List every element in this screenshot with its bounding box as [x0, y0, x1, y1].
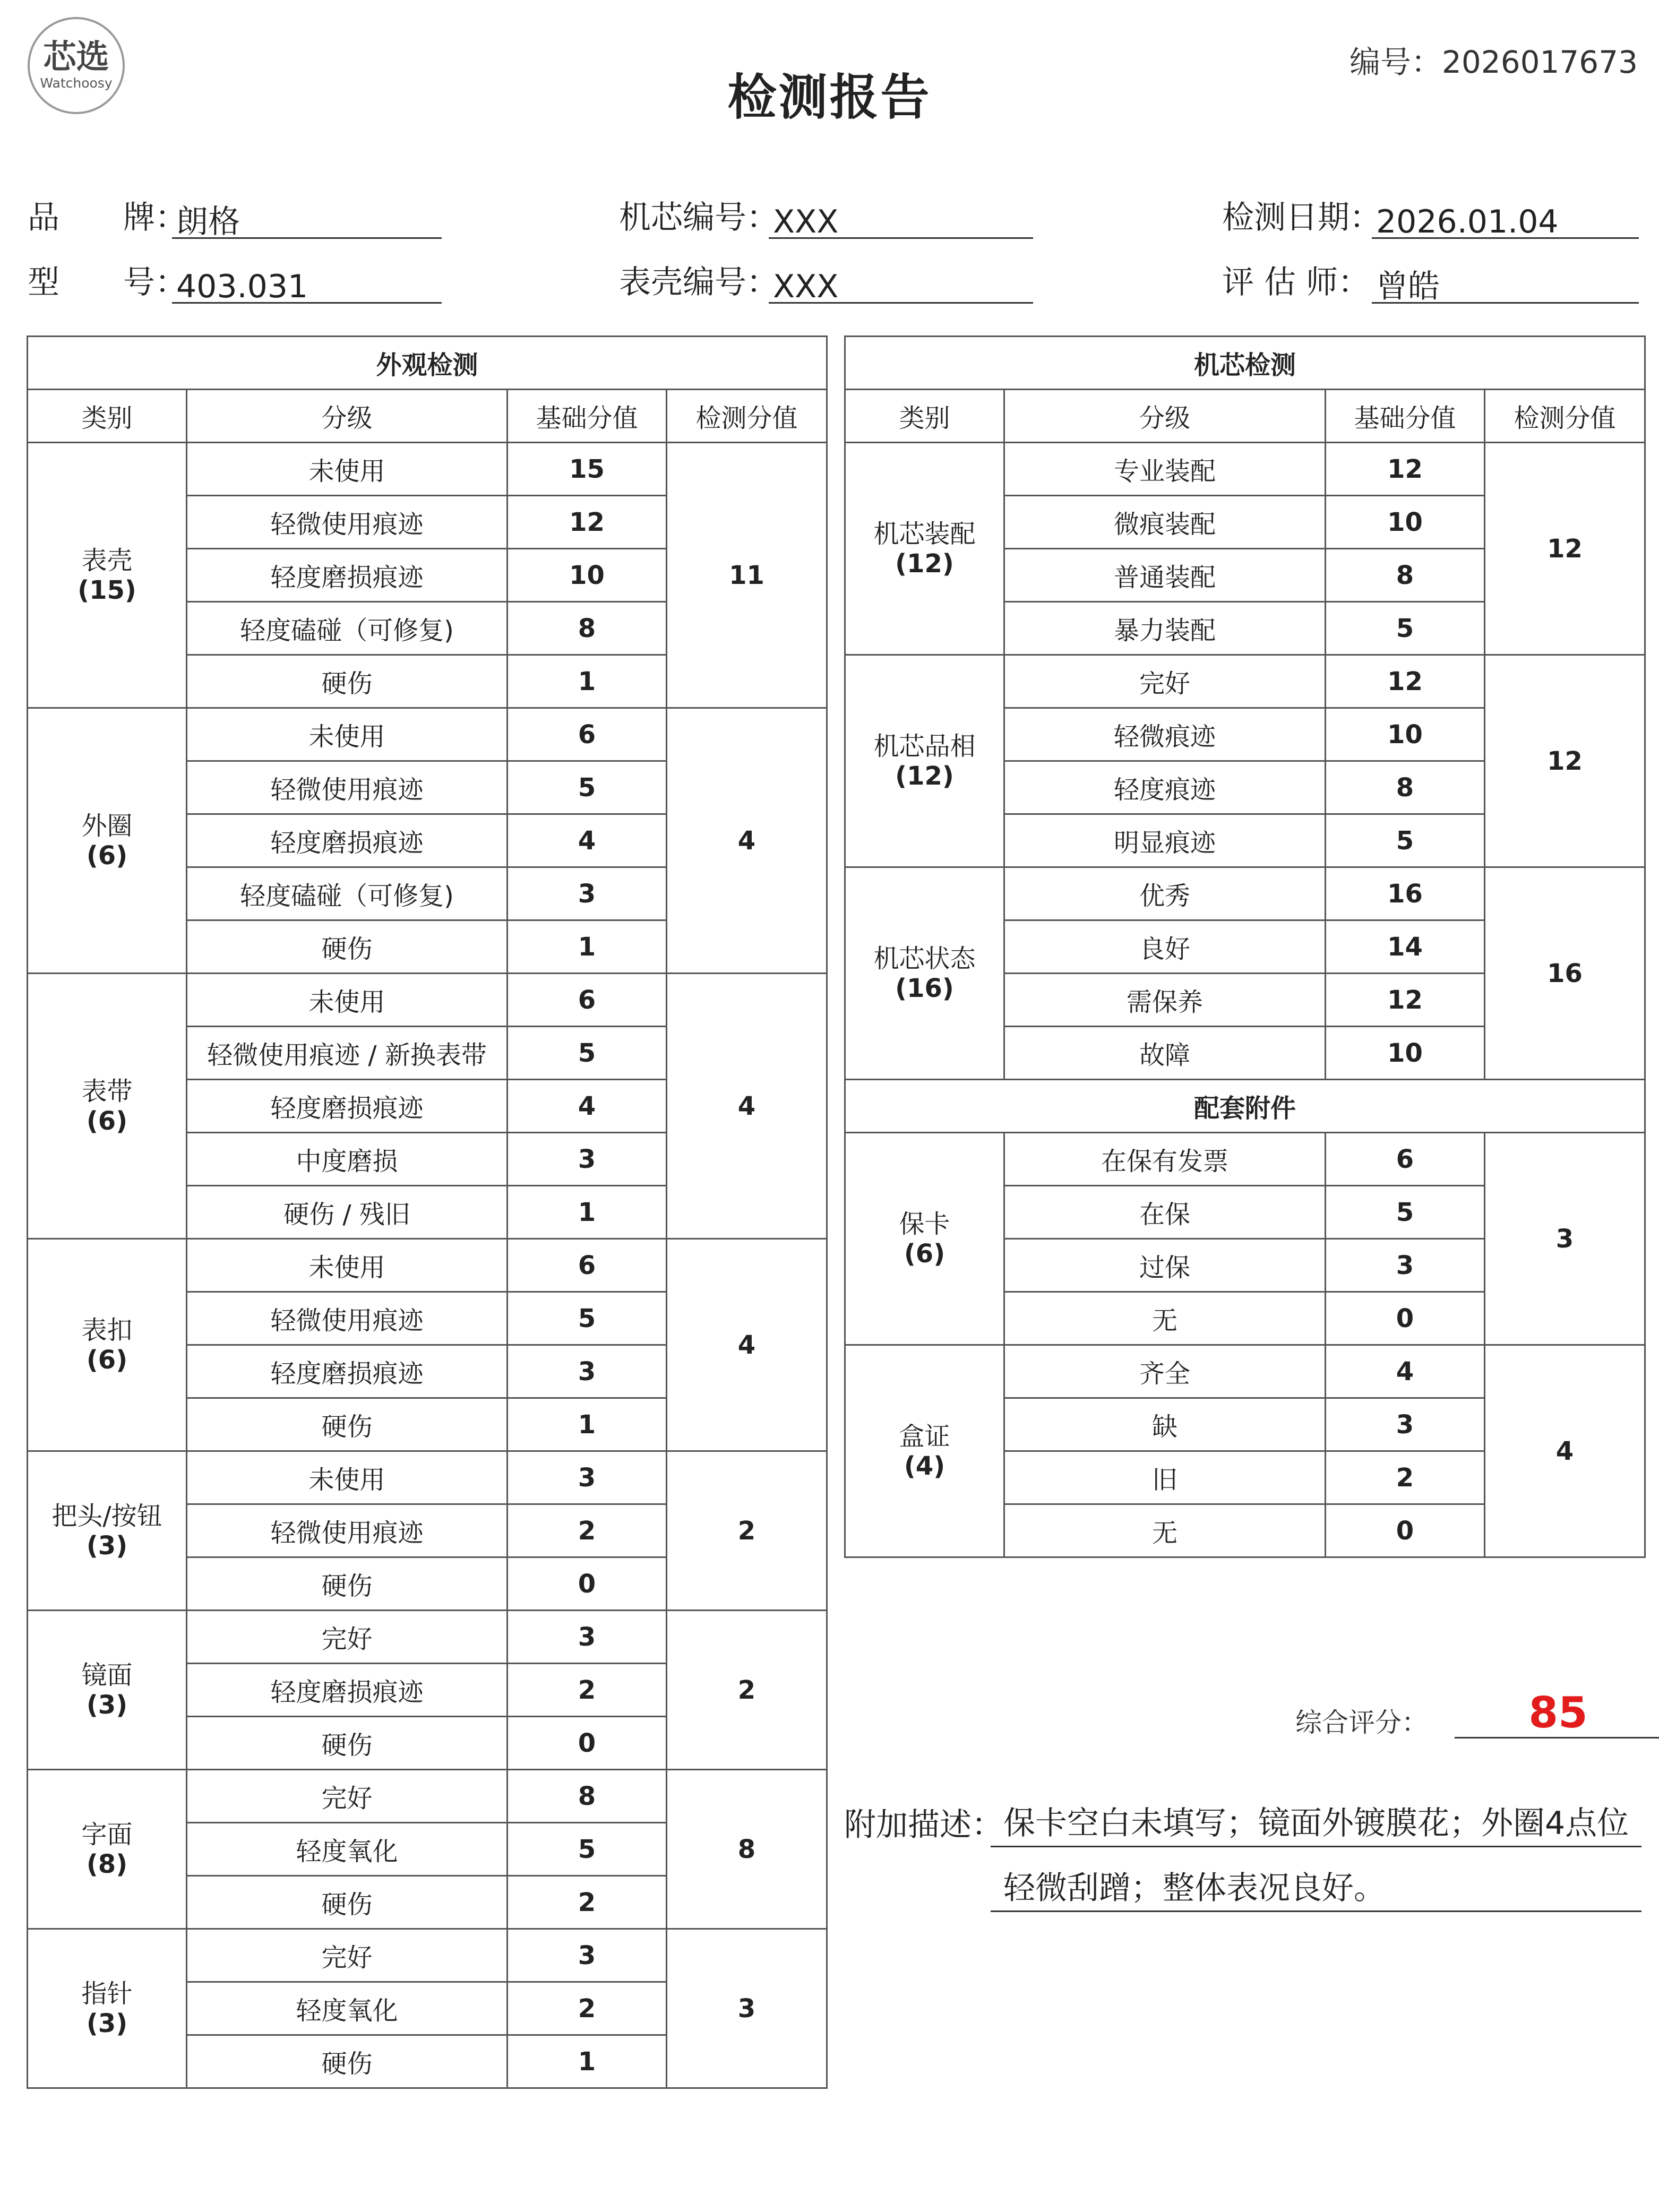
table-row	[845, 867, 1645, 920]
column-header-category: 类别	[845, 390, 1004, 443]
detected-score-cell: 12	[1485, 655, 1645, 867]
category-cell	[28, 708, 187, 974]
table-row	[845, 655, 1645, 708]
base-score-cell: 10	[1326, 1027, 1485, 1080]
grade-cell: 硬伤	[187, 1717, 508, 1770]
category-max-score: (3)	[86, 1690, 128, 1720]
base-score-cell: 0	[1326, 1292, 1485, 1345]
grade-cell: 中度磨损	[187, 1133, 508, 1186]
base-score-cell: 0	[508, 1557, 667, 1611]
grade-cell: 未使用	[187, 708, 508, 761]
base-score-cell: 6	[1326, 1133, 1485, 1186]
base-score-cell: 8	[1326, 549, 1485, 602]
base-score-cell: 2	[508, 1504, 667, 1557]
base-score-cell: 1	[508, 1398, 667, 1451]
category-name: 机芯品相	[873, 731, 976, 761]
grade-cell: 未使用	[187, 974, 508, 1027]
category-name: 指针	[81, 1978, 133, 2009]
grade-cell: 轻度磕碰（可修复)	[187, 602, 508, 655]
base-score-cell: 5	[508, 761, 667, 814]
category-cell	[28, 1451, 187, 1611]
detected-score-cell: 2	[667, 1611, 827, 1770]
category-cell	[28, 1611, 187, 1770]
page-title: 检测报告	[727, 69, 932, 126]
base-score-cell: 15	[508, 443, 667, 496]
base-score-cell: 3	[508, 1611, 667, 1664]
model-value: 403.031	[172, 262, 442, 304]
base-score-cell: 5	[508, 1027, 667, 1080]
base-score-cell: 2	[508, 1664, 667, 1717]
grade-cell: 硬伤 / 残旧	[187, 1186, 508, 1239]
description-label: 附加描述：	[844, 1806, 1003, 1844]
case-no-label: 表壳编号：	[619, 264, 778, 301]
detected-score-cell: 3	[1485, 1133, 1645, 1345]
base-score-cell: 12	[508, 496, 667, 549]
brand-value: 朗格	[172, 197, 442, 239]
base-score-cell: 1	[508, 655, 667, 708]
info-appraiser	[1222, 261, 1639, 304]
table-row	[28, 443, 827, 496]
table-row	[28, 1611, 827, 1664]
column-header-row	[845, 390, 1645, 443]
category-max-score: (4)	[904, 1451, 945, 1481]
base-score-cell: 1	[508, 2035, 667, 2088]
column-header-base: 基础分值	[508, 390, 667, 443]
column-header-detected: 检测分值	[667, 390, 827, 443]
base-score-cell: 0	[1326, 1504, 1485, 1557]
detected-score-cell: 16	[1485, 867, 1645, 1080]
grade-cell: 齐全	[1004, 1345, 1326, 1398]
detected-score-cell: 12	[1485, 443, 1645, 655]
base-score-cell: 8	[508, 1770, 667, 1823]
base-score-cell: 8	[1326, 761, 1485, 814]
category-name: 把头/按钮	[51, 1501, 162, 1531]
grade-cell: 轻度氧化	[187, 1982, 508, 2035]
category-name: 外圈	[81, 811, 133, 841]
base-score-cell: 12	[1326, 443, 1485, 496]
category-max-score: (3)	[86, 1530, 128, 1561]
category-name: 镜面	[81, 1660, 133, 1690]
grade-cell: 微痕装配	[1004, 496, 1326, 549]
accessories-title: 配套附件	[845, 1080, 1645, 1133]
table-row	[845, 1345, 1645, 1398]
base-score-cell: 14	[1326, 920, 1485, 974]
table-row	[28, 1451, 827, 1504]
date-value: 2026.01.04	[1372, 197, 1639, 239]
category-name: 表扣	[81, 1315, 133, 1345]
base-score-cell: 5	[508, 1292, 667, 1345]
base-score-cell: 8	[508, 602, 667, 655]
category-max-score: (6)	[904, 1238, 945, 1269]
category-max-score: (16)	[895, 973, 954, 1003]
section-title: 机芯检测	[845, 337, 1645, 390]
base-score-cell: 5	[1326, 602, 1485, 655]
category-cell	[28, 1239, 187, 1451]
base-score-cell: 3	[508, 867, 667, 920]
grade-cell: 完好	[187, 1770, 508, 1823]
appearance-table	[27, 335, 828, 2089]
grade-cell: 轻微使用痕迹	[187, 1504, 508, 1557]
movement-no-label: 机芯编号：	[619, 199, 778, 236]
category-cell	[845, 655, 1004, 867]
accessories-title-row	[845, 1080, 1645, 1133]
column-header-grade: 分级	[187, 390, 508, 443]
grade-cell: 良好	[1004, 920, 1326, 974]
grade-cell: 硬伤	[187, 1557, 508, 1611]
section-title-row	[845, 337, 1645, 390]
category-cell	[845, 443, 1004, 655]
grade-cell: 明显痕迹	[1004, 814, 1326, 867]
grade-cell: 无	[1004, 1504, 1326, 1557]
category-max-score: (3)	[86, 2008, 128, 2038]
info-case-no	[619, 261, 1033, 304]
grade-cell: 在保有发票	[1004, 1133, 1326, 1186]
category-max-score: (6)	[86, 1106, 128, 1136]
detected-score-cell: 11	[667, 443, 827, 708]
movement-no-value: XXX	[769, 197, 1033, 239]
category-name: 机芯装配	[873, 519, 976, 549]
base-score-cell: 2	[508, 1876, 667, 1929]
category-name: 机芯状态	[873, 943, 976, 974]
base-score-cell: 3	[508, 1345, 667, 1398]
grade-cell: 未使用	[187, 1239, 508, 1292]
grade-cell: 完好	[187, 1929, 508, 1982]
detected-score-cell: 4	[667, 1239, 827, 1451]
info-movement-no	[619, 196, 1033, 239]
column-header-detected: 检测分值	[1485, 390, 1645, 443]
detected-score-cell: 4	[1485, 1345, 1645, 1557]
base-score-cell: 4	[508, 1080, 667, 1133]
grade-cell: 优秀	[1004, 867, 1326, 920]
category-max-score: (6)	[86, 1345, 128, 1375]
base-score-cell: 5	[508, 1823, 667, 1876]
category-name: 表壳	[81, 545, 133, 575]
category-max-score: (12)	[895, 548, 954, 579]
detected-score-cell: 4	[667, 974, 827, 1239]
section-title: 外观检测	[28, 337, 827, 390]
base-score-cell: 3	[508, 1133, 667, 1186]
category-cell	[28, 1770, 187, 1929]
grade-cell: 轻度磨损痕迹	[187, 814, 508, 867]
grade-cell: 完好	[187, 1611, 508, 1664]
detected-score-cell: 4	[667, 708, 827, 974]
base-score-cell: 12	[1326, 974, 1485, 1027]
column-header-category: 类别	[28, 390, 187, 443]
table-row	[28, 974, 827, 1027]
grade-cell: 轻微使用痕迹	[187, 496, 508, 549]
grade-cell: 过保	[1004, 1239, 1326, 1292]
grade-cell: 完好	[1004, 655, 1326, 708]
grade-cell: 缺	[1004, 1398, 1326, 1451]
info-date	[1222, 196, 1639, 239]
base-score-cell: 1	[508, 1186, 667, 1239]
category-max-score: (6)	[86, 840, 128, 871]
movement-table	[844, 335, 1646, 1558]
report-serial: 编号：2026017673	[1349, 44, 1638, 80]
info-brand	[28, 196, 442, 239]
base-score-cell: 10	[508, 549, 667, 602]
table-row	[845, 1133, 1645, 1186]
grade-cell: 轻度氧化	[187, 1823, 508, 1876]
category-name: 盒证	[899, 1421, 950, 1451]
column-header-grade: 分级	[1004, 390, 1326, 443]
base-score-cell: 5	[1326, 814, 1485, 867]
category-cell	[28, 443, 187, 708]
grade-cell: 轻微使用痕迹	[187, 761, 508, 814]
grade-cell: 轻微使用痕迹	[187, 1292, 508, 1345]
grade-cell: 硬伤	[187, 655, 508, 708]
case-no-value: XXX	[769, 262, 1033, 304]
appraiser-label: 评 估 师：	[1222, 264, 1370, 301]
base-score-cell: 3	[508, 1929, 667, 1982]
category-max-score: (8)	[86, 1849, 128, 1879]
column-header-row	[28, 390, 827, 443]
category-name: 字面	[81, 1819, 133, 1849]
base-score-cell: 3	[1326, 1239, 1485, 1292]
total-score-value: 85	[1455, 1689, 1659, 1738]
table-row	[28, 1929, 827, 1982]
category-name: 保卡	[899, 1209, 950, 1239]
base-score-cell: 0	[508, 1717, 667, 1770]
date-label: 检测日期：	[1222, 199, 1381, 236]
grade-cell: 硬伤	[187, 1876, 508, 1929]
grade-cell: 暴力装配	[1004, 602, 1326, 655]
base-score-cell: 6	[508, 708, 667, 761]
grade-cell: 轻度磨损痕迹	[187, 1080, 508, 1133]
category-max-score: (15)	[78, 575, 136, 605]
grade-cell: 旧	[1004, 1451, 1326, 1504]
category-cell	[845, 1133, 1004, 1345]
base-score-cell: 12	[1326, 655, 1485, 708]
base-score-cell: 2	[1326, 1451, 1485, 1504]
logo-main-text: 芯选	[43, 37, 109, 76]
category-max-score: (12)	[895, 761, 954, 791]
grade-cell: 轻度磨损痕迹	[187, 549, 508, 602]
base-score-cell: 16	[1326, 867, 1485, 920]
category-cell	[28, 974, 187, 1239]
table-row	[28, 1770, 827, 1823]
model-label: 型 号：	[28, 264, 187, 301]
base-score-cell: 5	[1326, 1186, 1485, 1239]
column-header-base: 基础分值	[1326, 390, 1485, 443]
detected-score-cell: 3	[667, 1929, 827, 2088]
appraiser-value: 曾皓	[1372, 262, 1639, 304]
grade-cell: 轻度磨损痕迹	[187, 1664, 508, 1717]
brand-label: 品 牌：	[28, 199, 187, 236]
grade-cell: 轻微使用痕迹 / 新换表带	[187, 1027, 508, 1080]
base-score-cell: 6	[508, 1239, 667, 1292]
total-score-label: 综合评分：	[1295, 1707, 1428, 1738]
grade-cell: 需保养	[1004, 974, 1326, 1027]
grade-cell: 故障	[1004, 1027, 1326, 1080]
base-score-cell: 3	[1326, 1398, 1485, 1451]
grade-cell: 专业装配	[1004, 443, 1326, 496]
table-row	[28, 708, 827, 761]
base-score-cell: 3	[508, 1451, 667, 1504]
base-score-cell: 6	[508, 974, 667, 1027]
grade-cell: 轻微痕迹	[1004, 708, 1326, 761]
grade-cell: 普通装配	[1004, 549, 1326, 602]
base-score-cell: 4	[508, 814, 667, 867]
base-score-cell: 10	[1326, 708, 1485, 761]
grade-cell: 未使用	[187, 443, 508, 496]
info-model	[28, 261, 442, 304]
description-line-1: 保卡空白未填写；镜面外镀膜花；外圈4点位	[991, 1800, 1641, 1847]
grade-cell: 无	[1004, 1292, 1326, 1345]
grade-cell: 硬伤	[187, 1398, 508, 1451]
grade-cell: 在保	[1004, 1186, 1326, 1239]
category-cell	[845, 867, 1004, 1080]
grade-cell: 轻度痕迹	[1004, 761, 1326, 814]
grade-cell: 硬伤	[187, 2035, 508, 2088]
grade-cell: 轻度磕碰（可修复)	[187, 867, 508, 920]
category-name: 表带	[81, 1076, 133, 1106]
description-line-2: 轻微刮蹭；整体表况良好。	[991, 1864, 1641, 1912]
table-row	[28, 1239, 827, 1292]
total-score	[1295, 1688, 1588, 1738]
grade-cell: 硬伤	[187, 920, 508, 974]
grade-cell: 未使用	[187, 1451, 508, 1504]
detected-score-cell: 2	[667, 1451, 827, 1611]
section-title-row	[28, 337, 827, 390]
grade-cell: 轻度磨损痕迹	[187, 1345, 508, 1398]
category-cell	[845, 1345, 1004, 1557]
category-cell	[28, 1929, 187, 2088]
logo-sub-text: Watchoosy	[40, 75, 113, 91]
table-row	[845, 443, 1645, 496]
base-score-cell: 4	[1326, 1345, 1485, 1398]
base-score-cell: 10	[1326, 496, 1485, 549]
detected-score-cell: 8	[667, 1770, 827, 1929]
base-score-cell: 1	[508, 920, 667, 974]
base-score-cell: 2	[508, 1982, 667, 2035]
